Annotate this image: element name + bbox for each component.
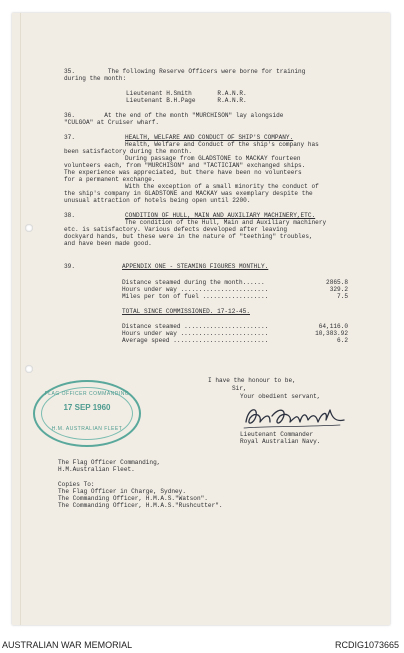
para-37-heading: HEALTH, WELFARE AND CONDUCT OF SHIP'S COMPANY. <box>125 134 294 141</box>
stamp-top-text: FLAG OFFICER COMMANDING <box>44 391 130 397</box>
total-heading: TOTAL SINCE COMMISSIONED. 17-12-45. <box>122 308 250 315</box>
monthly-row-value: 329.2 <box>329 286 348 293</box>
para-37-line: the ship's company in GLADSTONE and MACKAY was exemplary despite the <box>64 190 313 197</box>
monthly-row-label: Miles per ton of fuel .................. <box>122 293 269 300</box>
document-page <box>12 13 390 625</box>
monthly-row-value: 7.5 <box>337 293 348 300</box>
para-37-number: 37. <box>64 134 75 141</box>
copy-recipient: The Commanding Officer, H.M.A.S."Rushcutter". <box>58 502 223 509</box>
para-38-number: 38. <box>64 212 75 219</box>
punch-hole <box>25 224 33 232</box>
para-38-heading: CONDITION OF HULL, MAIN AND AUXILIARY MACHINERY,ETC. <box>125 212 316 219</box>
para-38-line: and have been made good. <box>64 240 152 247</box>
para-37-line: for a permanent exchange. <box>64 176 156 183</box>
addressee-line: H.M.Australian Fleet. <box>58 466 135 473</box>
signature <box>240 402 352 432</box>
para-37-line: During passage from GLADSTONE to MACKAY fourteen <box>125 155 301 162</box>
closing-line: Your obedient servant, <box>240 393 321 400</box>
closing-line: I have the honour to be, <box>208 377 296 384</box>
para-37-line: been satisfactory during the month. <box>64 148 192 155</box>
para-37-line: With the exception of a small minority the conduct of <box>125 183 319 190</box>
received-stamp <box>33 380 141 447</box>
officer-line: Lieutenant B.H.Page R.A.N.R. <box>126 97 247 104</box>
total-row-label: Distance steamed ....................... <box>122 323 269 330</box>
para-36-line: "CULGOA" at Cruiser wharf. <box>64 119 160 126</box>
punch-hole <box>25 365 33 373</box>
closing-line: Sir, <box>232 385 247 392</box>
monthly-row-value: 2865.8 <box>326 279 348 286</box>
monthly-row-label: Distance steamed during the month...... <box>122 279 265 286</box>
stamp-bottom-text: H.M. AUSTRALIAN FLEET <box>51 426 123 432</box>
addressee-line: The Flag Officer Commanding, <box>58 459 161 466</box>
para-36-line: 36. At the end of the month "MURCHISON" lay alongside <box>64 112 284 119</box>
monthly-row-label: Hours under way ........................ <box>122 286 269 293</box>
total-row-value: 64,116.0 <box>318 323 348 330</box>
para-35-line: during the month: <box>64 75 127 82</box>
para-37-line: Health, Welfare and Conduct of the ship's company has <box>125 141 319 148</box>
para-38-line: etc. is satisfactory. Various defects developed after leaving <box>64 226 288 233</box>
footer-record-id: RCDIG1073665 <box>334 640 399 650</box>
para-37-line: volunteers each, from "MURCHISON" and "TACTICIAN" exchanged ships. <box>64 162 306 169</box>
para-35-line: 35. The following Reserve Officers were borne for training <box>64 68 306 75</box>
para-37-line: unusual attraction of hotels being open until 2200. <box>64 197 251 204</box>
footer-institution: AUSTRALIAN WAR MEMORIAL <box>2 640 133 650</box>
signatory-rank: Lieutenant Commander <box>240 431 314 438</box>
para-38-line: The condition of the Hull, Main and Auxiliary machinery <box>125 219 327 226</box>
copies-heading: Copies To: <box>58 481 95 488</box>
officer-line: Lieutenant H.Smith R.A.N.R. <box>126 90 247 97</box>
copy-recipient: The Commanding Officer, H.M.A.S."Watson". <box>58 495 208 502</box>
stamp-date: 17 SEP 1960 <box>63 403 111 412</box>
para-37-line: The experience was appreciated, but there have been no volunteers <box>64 169 302 176</box>
para-39-number: 39. <box>64 263 75 270</box>
copy-recipient: The Flag Officer in Charge, Sydney. <box>58 488 186 495</box>
para-39-heading: APPENDIX ONE - STEAMING FIGURES MONTHLY. <box>122 263 269 270</box>
total-row-value: 6.2 <box>337 337 348 344</box>
total-row-value: 10,383.92 <box>315 330 348 337</box>
signatory-service: Royal Australian Navy. <box>240 438 321 445</box>
para-38-line: dockyard hands, but these were in the nature of "teething" troubles, <box>64 233 313 240</box>
total-row-label: Hours under way ........................ <box>122 330 269 337</box>
total-row-label: Average speed .......................... <box>122 337 269 344</box>
